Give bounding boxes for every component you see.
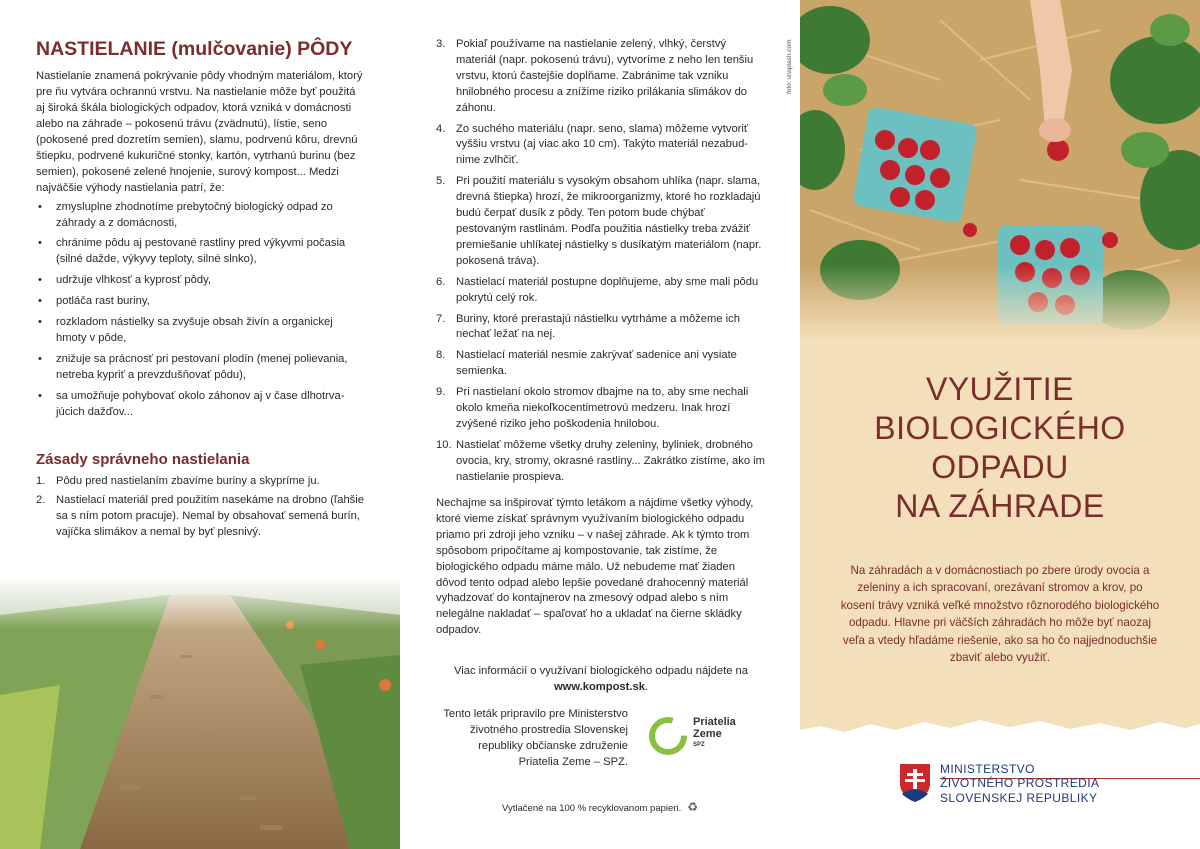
principle-text: Nastielací materiál postupne doplňujeme, aby sme mali pôdu pokrytú celý rok.: [456, 275, 759, 304]
priatelia-zeme-logo: [648, 714, 758, 758]
photo-credit: [786, 34, 798, 104]
benefit-item: • sa umožňuje pohybovať okolo záhonov aj v čase dlhotrvajúcich dažďov...: [36, 389, 366, 421]
ministry-logo: [900, 762, 1200, 812]
publisher-credit: Tento leták pripravilo pre Ministerstvo životného prostredia Slovenskej republiky občianske združenie Priatelia Zeme – SPZ.: [443, 708, 628, 768]
principle-number: 7.: [436, 312, 446, 325]
subtitle-bold: Zásady: [36, 450, 88, 468]
principle-number: 5.: [436, 175, 446, 188]
principle-item: [436, 348, 766, 380]
principles-list: [36, 474, 366, 542]
left-panel: [0, 0, 400, 849]
logo-text-2: Zeme: [693, 728, 722, 740]
cover-title-line: VYUŽITIE: [925, 371, 1074, 407]
principle-item: [436, 174, 766, 269]
more-info-text: Viac informácií o využívaní biologického odpadu nájdete na: [454, 665, 748, 677]
intro-paragraph: Nastielanie znamená pokrývanie pôdy vhodným materiálom, ktorý pre ňu vytvára ochrannú vrstvu. Na nastielanie môže byť použitá aj široká škála biologických odpadov, ktorá vzniká v domácnosti alebo na záhrade – pokosenú trávu (zvädnutú), lístie, seno (pokosené pred dozretím semien), slamu, podrvenú kôru, drevnú štiepku, podrvené kukuričné stonky, kartón, vytrhanú burinu (bez semien), pokosené zelené hnojenie, surový kompost... Medzi najväčšie výhody nastielania patrí, že:: [36, 70, 363, 194]
inspiration-paragraph: Nechajme sa inšpirovať týmto letákom a nájdime všetky výhody, ktoré vieme získať správnym využívaním biologického odpadu priamo pri zdroji jeho vzniku – v našej záhrade. Ak k týmto trom spôsobom pripočítame aj kompostovanie, tak zistíme, že biologického odpadu máme málo. Už nebudeme mať žiaden dôvod tento odpad alebo lepšie povedané drahocenný materiál vyhadzovať do kontajnerov na zmesový odpad alebo s ním nelegálne nakladať – spaľovať ho a ukladať na čierne skládky odpadov.: [436, 497, 754, 637]
benefit-item: • udržuje vlhkosť a kyprosť pôdy,: [36, 273, 366, 289]
principle-text: Pri nastielaní okolo stromov dbajme na to, aby sme nechali okolo kmeňa niekoľkocentimetrovú medzeru. Inak hrozí zvýšené riziko jeho poškodenia hnilobou.: [456, 386, 749, 430]
principle-text: Pôdu pred nastielaním zbavíme buriny a skypríme ju.: [56, 474, 320, 487]
principle-item: [36, 474, 366, 490]
print-note-text: Vytlačené na 100 % recyklovanom papieri.: [502, 803, 682, 814]
more-info: [436, 664, 766, 696]
principle-text: Nastielať môžeme všetky druhy zeleniny, byliniek, drobného ovocia, kry, stromy, okrasné rastliny... Zakrátko zistíme, ako im nastielanie prospieva.: [456, 438, 765, 483]
principle-number: 4.: [436, 122, 446, 135]
principles-continued-list: [436, 37, 766, 491]
principle-item: [436, 438, 766, 486]
ministry-name-line: ŽIVOTNÉHO PROSTREDIA: [940, 776, 1100, 791]
principle-number: 8.: [436, 349, 446, 362]
page-title: [36, 38, 366, 61]
principle-text: Pri použití materiálu s vysokým obsahom uhlíka (napr. slama, drevná štiepka) hrozí, že mikroorganizmy, ktoré ho rozkladajú budú čerpať dusík z pôdy. Ten potom bude chýbať pestovaným rastlinám. Podľa použitia nástielky treba zvážiť premiešanie uhlíkatej nástielky s dusíkatým materiálom (napr. pokosená tráva).: [456, 175, 762, 267]
principle-number: 1.: [36, 474, 46, 487]
principle-item: [436, 312, 766, 344]
ministry-name-line: MINISTERSTVO: [940, 762, 1035, 776]
cover-title-line: ODPADU: [931, 449, 1069, 486]
more-info-end: .: [644, 680, 649, 693]
cover-title: [800, 370, 1200, 526]
benefit-item: • zmysluplne zhodnotíme prebytočný biologický odpad zo záhrady a z domácnosti,: [36, 200, 366, 232]
print-note: [400, 800, 800, 814]
cover-intro: Na záhradách a v domácnostiach po zbere úrody ovocia a zeleniny a ich spracovaní, orezávaní stromov a krov, po kosení trávy vzniká veľké množstvo rôznorodého biologického odpadu. Hlavne pri väčších záhradách ho môže byť naozaj veľa a vtedy hľadáme riešenie, ako sa ho čo najjednoduchšie zbaviť alebo využiť.: [840, 564, 1160, 664]
garden-path-photo: [0, 575, 400, 849]
principle-item: [436, 275, 766, 307]
website-link[interactable]: www.kompost.sk: [553, 680, 645, 693]
title-rest: (mulčovanie) PÔDY: [166, 38, 353, 60]
principle-item: [436, 385, 766, 433]
title-bold: NASTIELANIE: [36, 38, 167, 60]
strawberry-photo: [800, 0, 1200, 340]
benefits-list: [36, 200, 366, 421]
principle-item: [36, 493, 366, 541]
mulching-section: [36, 38, 366, 545]
cover-panel: [800, 0, 1200, 849]
ministry-name-line: SLOVENSKEJ REPUBLIKY: [940, 790, 1098, 805]
recycle-icon: ♻: [687, 800, 698, 814]
principle-text: Nastielací materiál pred použitím nasekáme na drobno (ľahšie sa s ním potom pracuje). Nemal by obsahovať semená burín, vajíčka slimákov a nemal by byť plesnivý.: [56, 494, 364, 539]
cover-title-line: NA ZÁHRADE: [895, 488, 1105, 525]
principle-number: 2.: [36, 494, 46, 507]
principles-title: [36, 451, 366, 468]
cover-title-line: BIOLOGICKÉHO: [874, 410, 1126, 447]
principle-number: 3.: [436, 38, 446, 50]
principle-number: 10.: [436, 438, 452, 451]
photo-credit-text: foto: unsplash.com: [786, 39, 793, 94]
benefit-item: • rozkladom nástielky sa zvyšuje obsah živín a organickej hmoty v pôde,: [36, 315, 366, 347]
principle-number: 9.: [436, 386, 446, 399]
logo-text-1: Priatelia: [693, 716, 736, 728]
subtitle-rest: správneho nastielania: [87, 450, 250, 468]
benefit-item: • znižuje sa prácnosť pri pestovaní plodín (menej polievania, netreba kypriť a prevzdušňovať pôdu),: [36, 352, 366, 384]
principle-text: Pokiaľ používame na nastielanie zelený, vlhký, čerstvý materiál (napr. pokosenú trávu), vytvoríme z neho len tenšiu vrstvu, ktorú častejšie doplňame. Zabránime tak vzniku hnilobného procesu a znížime riziko prilákania slimákov do záhonu.: [456, 38, 754, 114]
principle-item: [436, 122, 766, 170]
benefit-item: • potláča rast buriny,: [36, 294, 366, 310]
principle-text: Buriny, ktoré prerastajú nástielku vytrháme a môžeme ich nechať ležať na nej.: [456, 312, 740, 341]
benefit-item: • chránime pôdu aj pestované rastliny pred výkyvmi počasia (silné dažde, výkyvy teploty, silné slnko),: [36, 236, 366, 268]
logo-text-3: SPZ: [693, 742, 705, 748]
principle-text: Zo suchého materiálu (napr. seno, slama) môžeme vytvoriť vyššiu vrstvu (aj viac ako 10 cm). Takýto materiál nezabudnime zvlhčiť.: [456, 122, 749, 167]
principle-number: 6.: [436, 275, 446, 288]
ministry-name: [940, 762, 1099, 805]
slovak-coat-of-arms-icon: [900, 764, 930, 802]
principle-item: [436, 37, 766, 117]
principle-text: Nastielací materiál nesmie zakrývať sadenice ani vysiate semienka.: [456, 349, 737, 378]
